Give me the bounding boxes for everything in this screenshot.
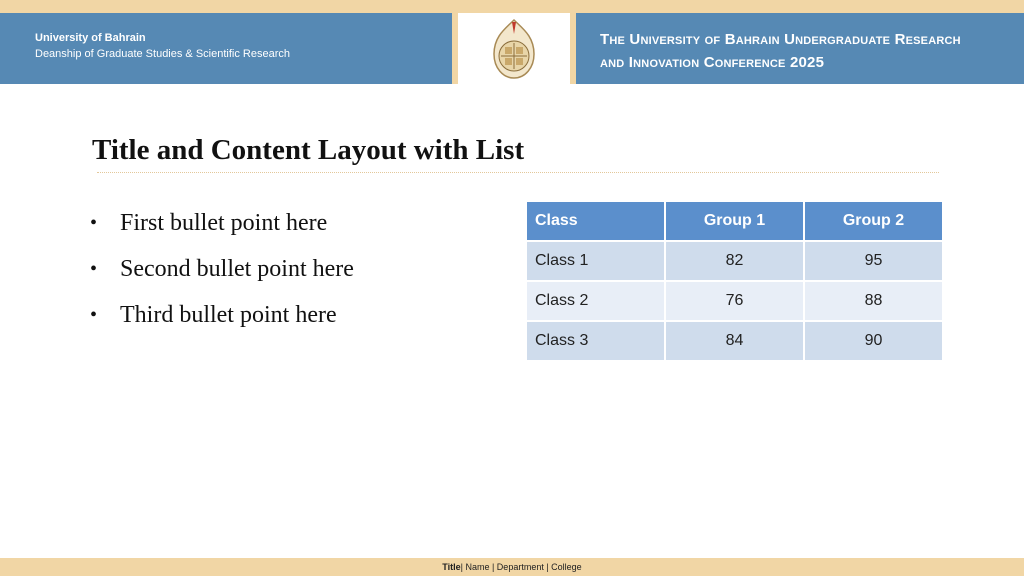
table-row xyxy=(527,321,943,361)
table-row xyxy=(527,281,943,321)
slide-title: Title and Content Layout with List xyxy=(92,134,525,166)
university-name: University of Bahrain xyxy=(35,32,146,44)
column-header: Class xyxy=(527,202,665,241)
conference-title-line1: The University of Bahrain Undergraduate Research xyxy=(600,31,961,48)
university-seal-icon xyxy=(488,16,540,82)
bullet-icon: • xyxy=(90,212,98,234)
table-cell: Class 1 xyxy=(527,241,665,281)
table-cell: 95 xyxy=(804,241,943,281)
table-cell: 84 xyxy=(665,321,804,361)
table-header-row xyxy=(527,202,943,241)
table-cell: 82 xyxy=(665,241,804,281)
table-cell: 90 xyxy=(804,321,943,361)
column-header: Group 1 xyxy=(665,202,804,241)
top-accent-strip xyxy=(0,0,1024,13)
list-item xyxy=(90,249,354,295)
data-table xyxy=(527,202,944,362)
table-cell: 88 xyxy=(804,281,943,321)
footer-bar xyxy=(0,558,1024,576)
title-divider xyxy=(97,172,939,173)
header-left-panel xyxy=(0,13,452,84)
bullet-icon: • xyxy=(90,258,98,280)
conference-title xyxy=(600,28,961,74)
bullet-icon: • xyxy=(90,304,98,326)
header-right-panel xyxy=(576,13,1024,84)
table-cell: Class 2 xyxy=(527,281,665,321)
bullet-text: First bullet point here xyxy=(120,210,328,236)
table-cell: 76 xyxy=(665,281,804,321)
conference-title-line2: and Innovation Conference 2025 xyxy=(600,54,825,71)
list-item xyxy=(90,295,354,341)
column-header: Group 2 xyxy=(804,202,943,241)
bullet-text: Second bullet point here xyxy=(120,256,354,282)
footer-details: | Name | Department | College xyxy=(460,562,582,572)
bullet-text: Third bullet point here xyxy=(120,302,337,328)
table-cell: Class 3 xyxy=(527,321,665,361)
deanship-name: Deanship of Graduate Studies & Scientific Research xyxy=(35,48,290,60)
table-row xyxy=(527,241,943,281)
bullet-list xyxy=(90,203,354,341)
university-logo-box xyxy=(452,13,576,84)
list-item xyxy=(90,203,354,249)
footer-title: Title xyxy=(442,562,461,572)
